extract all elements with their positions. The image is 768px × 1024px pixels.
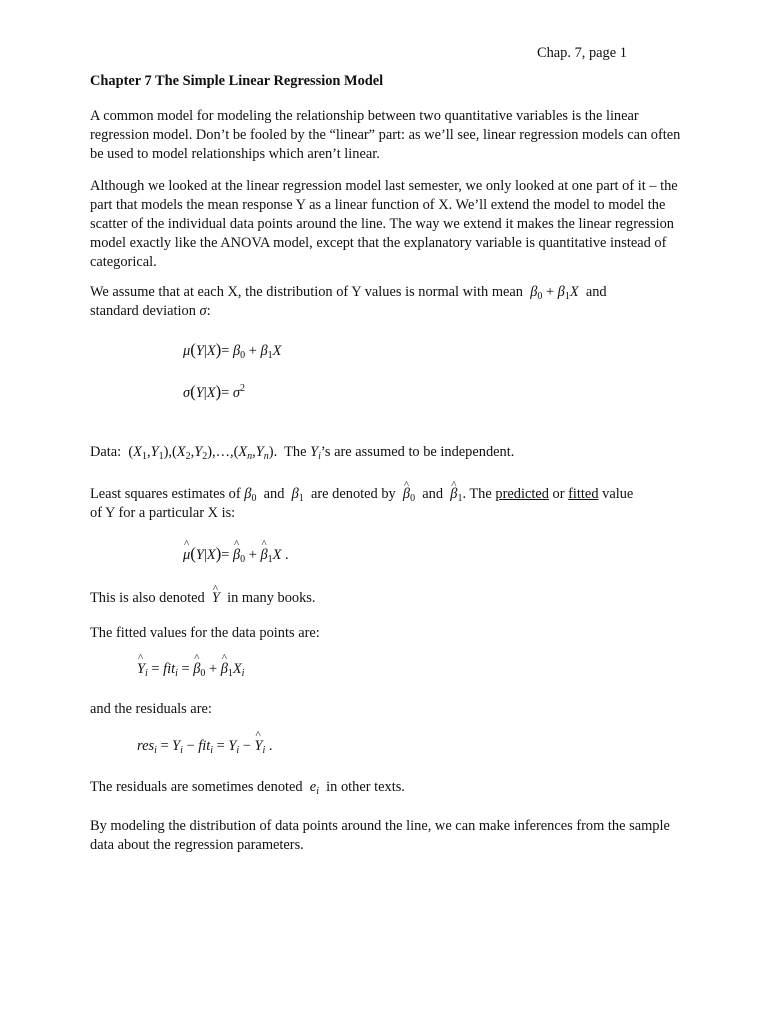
- term-fitted: fitted: [568, 486, 599, 502]
- paragraph-residuals-are: and the residuals are:: [90, 701, 212, 717]
- paragraph-assumption: We assume that at each X, the distribution of Y values is normal with mean $\beta_0 + \beta_1X$ and standard deviation σ:: [90, 284, 607, 319]
- paragraph-residual-notation: The residuals are sometimes denoted $e_i$ in other texts.: [90, 779, 405, 797]
- term-predicted: predicted: [495, 486, 549, 502]
- equation-fitted: ^ $Y_i = fit_i$ = ^ $\beta_0$ + ^ $\beta_1X_i$: [137, 661, 244, 678]
- equation-mean: $\mu(Y|X)= \beta_0 + \beta_1X$: [183, 340, 282, 361]
- paragraph-data: Data: $(X_1,Y_1),(X_2,Y_2),\dots,(X_n,Y_n)$. The $Y_i’s$ are assumed to be independent.: [90, 444, 515, 462]
- equation-estimated-mean: ^ μ(Y|X)= ^ $\beta_0$ + ^ $\beta_1X$ .: [183, 544, 289, 564]
- paragraph-intro: A common model for modeling the relationship between two quantitative variables is the linear regression model. Don’t be fooled by the “linear” part: as we’ll see, linear regression models can often be used to model relationships which aren’t linear.: [90, 108, 681, 162]
- paragraph-also-denoted: This is also denoted ^ Y in many books.: [90, 589, 682, 608]
- paragraph-extend: Although we looked at the linear regression model last semester, we only looked at one part of it – the part that models the mean response Y as a linear function of X. We’ll extend the model to model the scatter of the individual data points around the line. The way we extend it makes the linear regression model exactly like the ANOVA model, except that the explanatory variable is quantitative instead of categorical.: [90, 178, 678, 270]
- formula-mean-inline: $\beta_0 + \beta_1X$: [530, 284, 579, 302]
- paragraph-closing: By modeling the distribution of data points around the line, we can make inferences from the sample data about the regression parameters.: [90, 818, 670, 853]
- chapter-title: Chapter 7 The Simple Linear Regression Model: [90, 73, 384, 89]
- paragraph-fitted-values: The fitted values for the data points are:: [90, 625, 320, 641]
- equation-residuals: $res_i = Y_i - fit_i = Y_i$ − ^ $Y_i$ .: [137, 738, 272, 755]
- formula-data-pairs: $(X_1,Y_1),(X_2,Y_2),\dots,(X_n,Y_n)$: [128, 444, 274, 462]
- equation-variance: $\sigma(Y|X)= \sigma^2$: [183, 382, 245, 401]
- page-header: Chap. 7, page 1: [537, 45, 627, 61]
- paragraph-least-squares: Least squares estimates of $\beta_0$ and $\beta_1$ are denoted by ^ $\beta_0$ and ^ $\beta_1$. The predicted or fitted value of Y for a particular X is:: [90, 485, 682, 523]
